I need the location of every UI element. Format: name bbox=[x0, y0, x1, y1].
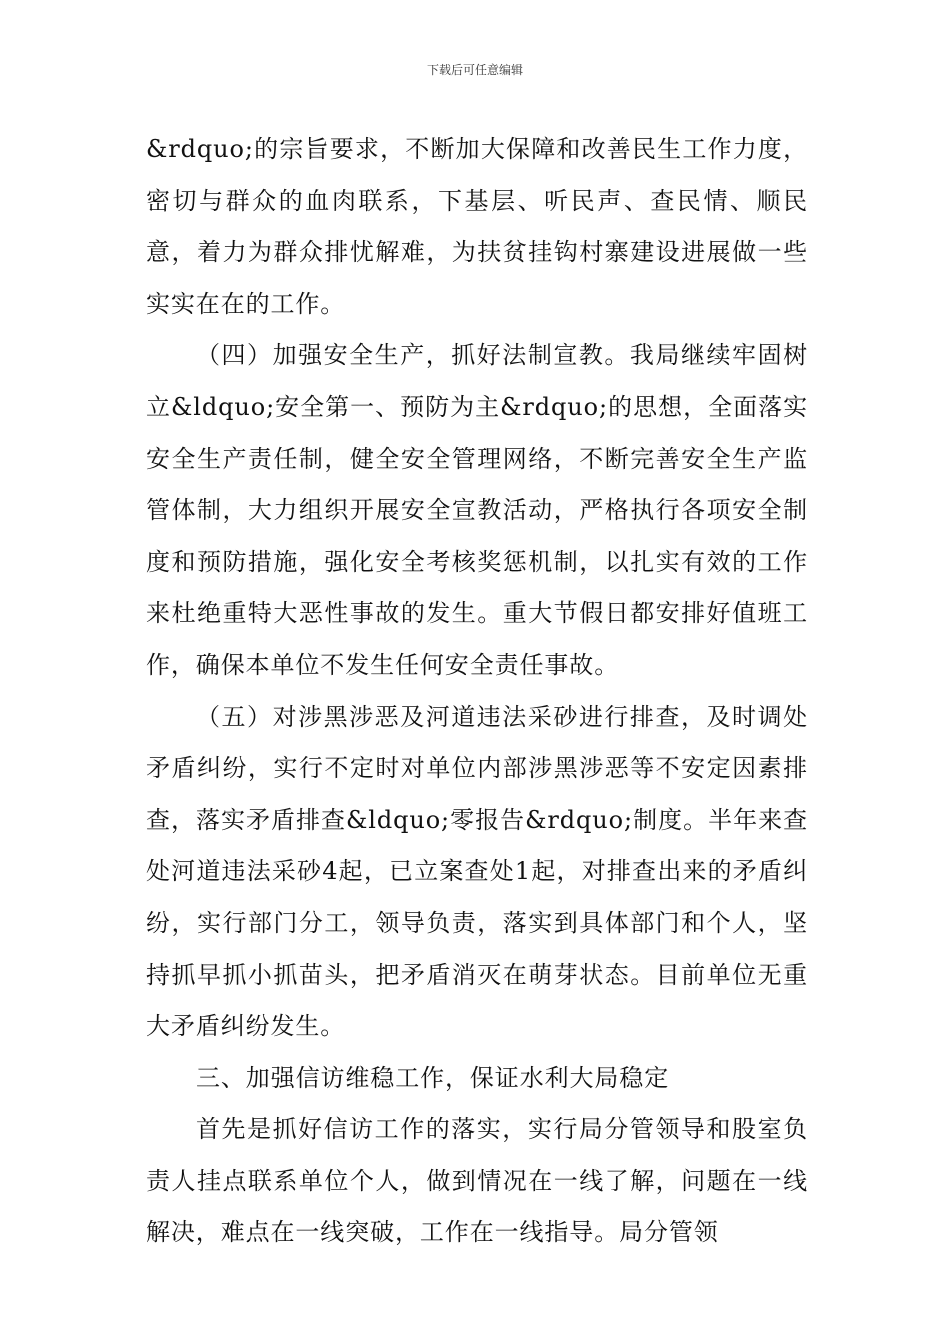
paragraph-dispute-investigation: （五）对涉黑涉恶及河道违法采砂进行排查，及时调处矛盾纠纷，实行不定时对单位内部涉黑涉恶等不安定因素排查，落实矛盾排查&ldquo;零报告&rdquo;制度。半年来查处河道违法采砂4起，已立案查处1起，对排查出来的矛盾纠纷，实行部门分工，领导负责，落实到具体部门和个人，坚持抓早抓小抓苗头，把矛盾消灭在萌芽状态。目前单位无重大矛盾纠纷发生。 bbox=[146, 702, 808, 1041]
page-header: 下载后可任意编辑 bbox=[426, 63, 523, 77]
section-heading-petition: 三、加强信访维稳工作，保证水利大局稳定 bbox=[196, 1063, 670, 1092]
paragraph-safety-production: （四）加强安全生产，抓好法制宣教。我局继续牢固树立&ldquo;安全第一、预防为主&rdquo;的思想，全面落实安全生产责任制，健全安全管理网络，不断完善安全生产监管体制，大力组织开展安全宣教活动，严格执行各项安全制度和预防措施，强化安全考核奖惩机制，以扎实有效的工作来杜绝重特大恶性事故的发生。重大节假日都安排好值班工作，确保本单位不发生任何安全责任事故。 bbox=[146, 341, 808, 679]
paragraph-petition-work: 首先是抓好信访工作的落实，实行局分管领导和股室负责人挂点联系单位个人，做到情况在一线了解，问题在一线解决，难点在一线突破，工作在一线指导。局分管领 bbox=[146, 1115, 808, 1247]
paragraph-continuation: &rdquo;的宗旨要求，不断加大保障和改善民生工作力度，密切与群众的血肉联系，下基层、听民声、查民情、顺民意，着力为群众排忧解难，为扶贫挂钩村寨建设进展做一些实实在在的工作。 bbox=[146, 135, 808, 318]
document-body bbox=[146, 124, 808, 1259]
